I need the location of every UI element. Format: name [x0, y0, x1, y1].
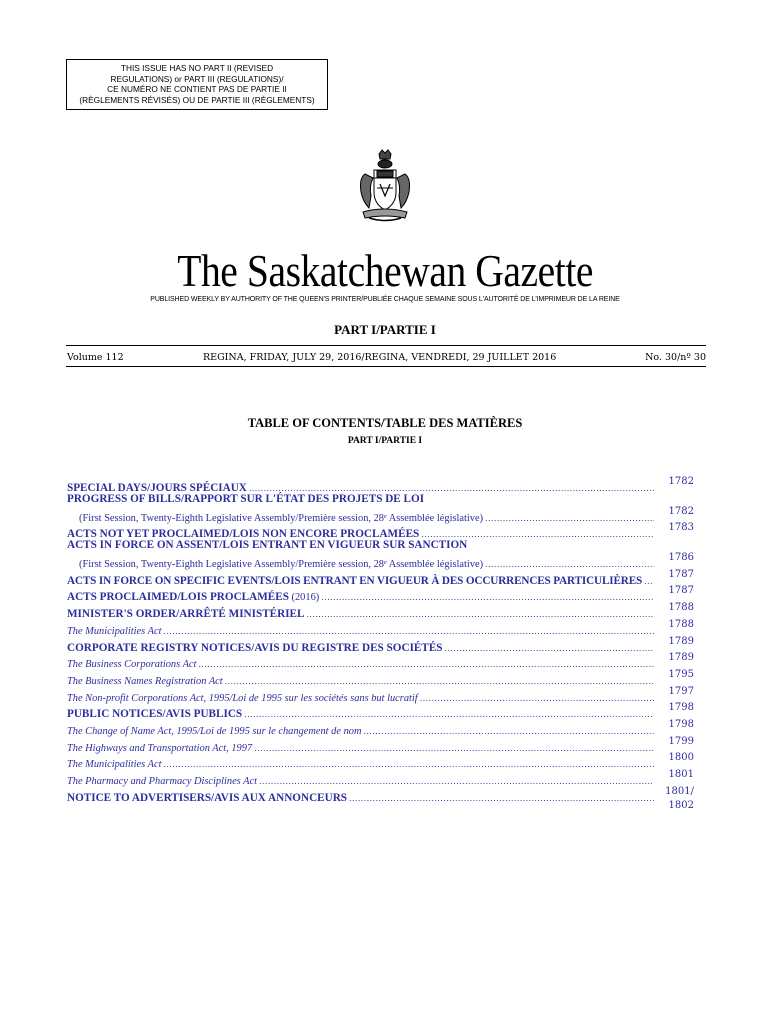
toc-entry-ministers-order[interactable] [67, 602, 694, 619]
toc-entry-municipalities-act[interactable] [67, 619, 694, 636]
toc-page-number: 1788 [668, 618, 694, 630]
toc-entry-label[interactable]: ACTS IN FORCE ON ASSENT/LOIS ENTRANT EN VIGUEUR SUR SANCTION [67, 539, 468, 552]
toc-entry-label[interactable]: PUBLIC NOTICES/AVIS PUBLICS [67, 708, 243, 721]
table-of-contents [67, 476, 694, 811]
toc-entry-acts-in-force-assent[interactable] [67, 539, 694, 552]
toc-entry-label[interactable]: (First Session, Twenty-Eighth Legislative Assembly/Première session, 28ᵉ Assemblée législative) [79, 512, 484, 524]
toc-entry-label[interactable]: The Municipalities Act [67, 759, 162, 771]
toc-entry-pharmacy-act[interactable] [67, 769, 694, 786]
toc-page-number: 1786 [668, 552, 694, 564]
issue-number: No. 30/nº 30 [645, 352, 706, 363]
notice-line: CE NUMÉRO NE CONTIENT PAS DE PARTIE II [107, 84, 287, 95]
toc-entry-label[interactable]: The Non-profit Corporations Act, 1995/Loi de 1995 sur les sociétés sans but lucratif [67, 692, 418, 704]
toc-entry-label[interactable]: MINISTER'S ORDER/ARRÊTÉ MINISTÉRIEL [67, 608, 305, 621]
toc-page-number-continued: 1802 [668, 799, 694, 811]
toc-entry-label[interactable]: ACTS PROCLAIMED/LOIS PROCLAMÉES [67, 591, 289, 604]
notice-line: THIS ISSUE HAS NO PART II (REVISED [120, 63, 274, 73]
toc-entry-highways-act[interactable] [67, 736, 694, 753]
toc-entry-session[interactable] [67, 552, 694, 569]
toc-entry-business-names-act[interactable] [67, 669, 694, 686]
no-part-notice-box [66, 59, 328, 110]
toc-entry-special-days[interactable] [67, 476, 694, 493]
notice-line: REGULATIONS) or PART III (REGULATIONS)/ [110, 73, 284, 84]
toc-entry-label[interactable]: The Pharmacy and Pharmacy Disciplines Act [67, 776, 257, 787]
toc-page-number: 1797 [668, 685, 694, 697]
toc-page-number: 1800 [668, 752, 694, 764]
toc-part-heading: PART I/PARTIE I [347, 436, 423, 446]
toc-entry-session[interactable] [67, 506, 694, 523]
toc-page-number: 1798 [668, 702, 694, 714]
toc-entry-acts-proclaimed[interactable] [67, 585, 694, 602]
toc-entry-notice-to-advertisers[interactable] [67, 785, 694, 811]
toc-entry-change-of-name-act[interactable] [67, 719, 694, 736]
dot-leader [349, 786, 654, 805]
toc-entry-label[interactable]: The Business Names Registration Act [67, 675, 223, 687]
toc-entry-business-corporations-act[interactable] [67, 652, 694, 669]
toc-page-number: 1782 [668, 476, 694, 487]
toc-page-number: 1801/ [665, 785, 694, 797]
coat-of-arms-icon [355, 148, 415, 224]
gazette-title: The Saskatchewan Gazette [177, 245, 594, 296]
toc-page-number: 1782 [668, 505, 694, 517]
toc-page-number: 1798 [668, 718, 694, 730]
masthead-subtitle: PUBLISHED WEEKLY BY AUTHORITY OF THE QUEEN'S PRINTER/PUBLIÉE CHAQUE SEMAINE SOUS L'AUTORITÉ DE L'IMPRIMEUR DE LA REINE [150, 296, 620, 303]
divider [66, 366, 706, 367]
toc-page-number: 1788 [668, 602, 694, 614]
toc-page-number: 1783 [668, 522, 694, 534]
issue-date: REGINA, FRIDAY, JULY 29, 2016/REGINA, VENDREDI, 29 JUILLET 2016 [203, 352, 557, 363]
toc-page-number: 1787 [668, 568, 694, 580]
toc-entry-progress-of-bills[interactable] [67, 493, 694, 506]
toc-entry-label[interactable]: ACTS IN FORCE ON SPECIFIC EVENTS/LOIS ENTRANT EN VIGUEUR À DES OCCURRENCES PARTICULIÈRES [67, 574, 643, 587]
toc-entry-acts-specific-events[interactable] [67, 569, 694, 586]
divider [66, 345, 706, 346]
toc-entry-label[interactable]: NOTICE TO ADVERTISERS/AVIS AUX ANNONCEURS [67, 791, 347, 804]
toc-entry-year: (2016) [288, 592, 320, 604]
part-heading: PART I/PARTIE I [334, 322, 436, 337]
toc-entry-label[interactable]: The Change of Name Act, 1995/Loi de 1995 sur le changement de nom [67, 725, 362, 737]
toc-entry-label[interactable]: The Highways and Transportation Act, 1997 [67, 742, 253, 754]
toc-entry-label[interactable]: ACTS NOT YET PROCLAIMED/LOIS NON ENCORE PROCLAMÉES [67, 528, 420, 541]
toc-entry-corporate-registry[interactable] [67, 636, 694, 653]
toc-entry-label[interactable]: The Business Corporations Act [67, 659, 197, 671]
toc-entry-label[interactable]: SPECIAL DAYS/JOURS SPÉCIAUX [67, 482, 247, 494]
toc-entry-label[interactable]: CORPORATE REGISTRY NOTICES/AVIS DU REGISTRE DES SOCIÉTÉS [67, 641, 443, 654]
toc-entry-non-profit-act[interactable] [67, 686, 694, 703]
toc-entry-label[interactable]: PROGRESS OF BILLS/RAPPORT SUR L'ÉTAT DES PROJETS DE LOI [67, 492, 425, 505]
toc-entry-label[interactable]: The Municipalities Act [67, 625, 162, 637]
notice-line: (RÈGLEMENTS RÉVISÉS) OU DE PARTIE III (RÈGLEMENTS) [79, 94, 315, 105]
toc-page-number: 1799 [668, 735, 694, 747]
toc-page-number: 1801 [668, 769, 694, 780]
volume-number: Volume 112 [67, 352, 124, 363]
toc-title: TABLE OF CONTENTS/TABLE DES MATIÈRES [247, 416, 523, 430]
toc-page-number: 1787 [668, 585, 694, 597]
toc-entry-label[interactable]: (First Session, Twenty-Eighth Legislative Assembly/Première session, 28ᵉ Assemblée législative) [79, 559, 484, 571]
toc-page-number: 1789 [668, 652, 694, 664]
toc-entry-acts-not-proclaimed[interactable] [67, 522, 694, 539]
toc-page-number: 1795 [668, 668, 694, 680]
toc-entry-municipalities-act-2[interactable] [67, 752, 694, 769]
toc-page-number: 1789 [668, 635, 694, 647]
toc-entry-public-notices[interactable] [67, 702, 694, 719]
